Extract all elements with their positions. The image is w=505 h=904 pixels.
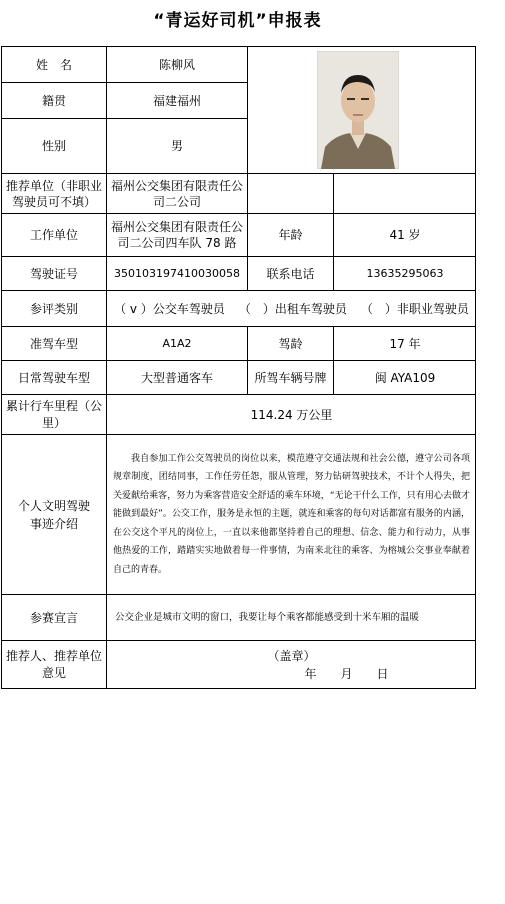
category-option-bus: （ v ）公交车驾驶员 — [114, 301, 225, 316]
opinion-sign-area — [106, 640, 476, 689]
recommender-blank-2 — [333, 173, 476, 213]
photo-cell — [247, 46, 476, 173]
origin-value: 福建福州 — [106, 82, 247, 118]
table-bottom-border — [1, 688, 476, 689]
date-text: 年 月 日 — [304, 667, 389, 681]
work-unit-value: 福州公交集团有限责任公司二公司四车队 78 路 — [106, 213, 247, 256]
name-value: 陈柳风 — [106, 46, 247, 82]
mileage-label: 累计行车里程（公里） — [1, 394, 106, 434]
phone-value: 13635295063 — [333, 256, 476, 290]
form-title: “青运好司机”申报表 — [153, 11, 322, 31]
license-label: 驾驶证号 — [1, 256, 106, 290]
seal-text: （盖章） — [267, 649, 316, 663]
category-options — [106, 290, 476, 326]
age-value: 41 岁 — [333, 213, 476, 256]
vehicle-type-label: 准驾车型 — [1, 326, 106, 360]
recommender-label: 推荐单位（非职业驾驶员可不填） — [1, 173, 106, 213]
category-option-taxi: （ ）出租车驾驶员 — [238, 301, 347, 316]
origin-label: 籍贯 — [1, 82, 106, 118]
daily-vehicle-label: 日常驾驶车型 — [1, 360, 106, 394]
work-unit-label: 工作单位 — [1, 213, 106, 256]
declaration-label: 参赛宣言 — [1, 594, 106, 640]
plate-value: 闽 AYA109 — [333, 360, 476, 394]
story-text — [106, 434, 476, 594]
story-paragraph: 我自参加工作公交驾驶员的岗位以来，模范遵守交通法规和社会公德，遵守公司各项规章制度，团结同事，工作任劳任怨，服从管理，努力钻研驾驶技术，不计个人得失，把关爱献给乘客，努力为乘客营造安全舒适的乘车环境，“无论干什么工作，只有用心去做才能做到最好”。公交工作，服务是永恒的主题，就连和乘客的每句对话都富有服务的内涵，在公交这个平凡的岗位上，一直以来他都坚持着自己的理想、信念、能力和行动力，从事他热爱的工作，踏踏实实地做着每一件事情，为南来北往的乘客、为榕城公交事业奉献着自己的青春。 — [113, 453, 470, 575]
application-form-table — [1, 46, 475, 689]
story-label: 个人文明驾驶事迹介绍 — [1, 434, 106, 594]
phone-label: 联系电话 — [247, 256, 333, 290]
recommender-blank-1 — [247, 173, 333, 213]
name-label: 姓 名 — [1, 46, 106, 82]
license-value: 350103197410030058 — [106, 256, 247, 290]
gender-label: 性别 — [1, 118, 106, 173]
category-option-nonprofessional: （ ）非职业驾驶员 — [360, 301, 469, 316]
mileage-value: 114.24 万公里 — [106, 394, 476, 434]
category-label: 参评类别 — [1, 290, 106, 326]
plate-label: 所驾车辆号牌 — [247, 360, 333, 394]
driving-years-label: 驾龄 — [247, 326, 333, 360]
gender-value: 男 — [106, 118, 247, 173]
age-label: 年龄 — [247, 213, 333, 256]
driving-years-value: 17 年 — [333, 326, 476, 360]
applicant-photo — [317, 51, 399, 169]
recommender-value: 福州公交集团有限责任公司二公司 — [106, 173, 247, 213]
declaration-value: 公交企业是城市文明的窗口，我要让每个乘客都能感受到十米车厢的温暖 — [106, 594, 476, 640]
opinion-label: 推荐人、推荐单位意见 — [1, 640, 106, 689]
vehicle-type-value: A1A2 — [106, 326, 247, 360]
table-right-border — [475, 46, 476, 689]
daily-vehicle-value: 大型普通客车 — [106, 360, 247, 394]
